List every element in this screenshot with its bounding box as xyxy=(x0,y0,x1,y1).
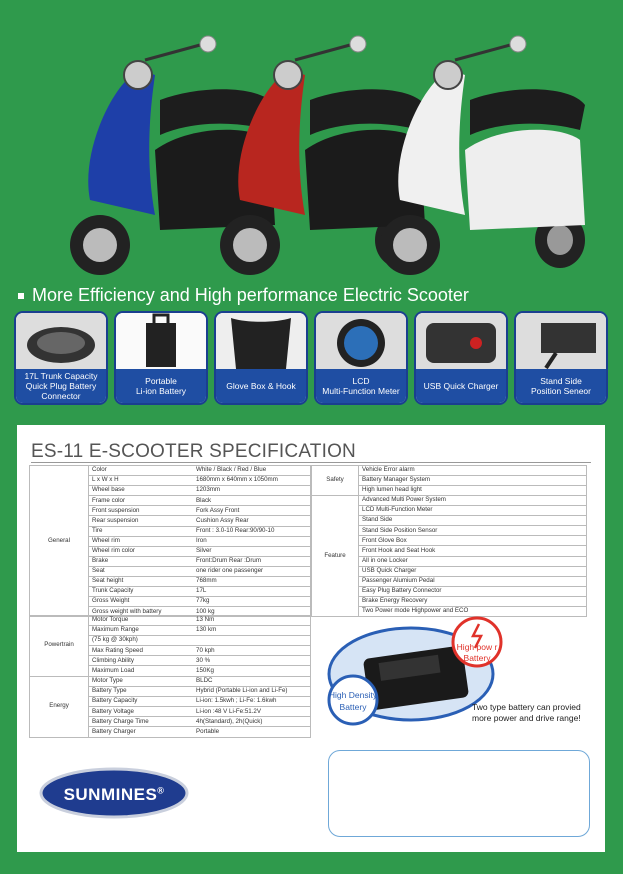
spec-key: Wheel rim xyxy=(89,536,194,546)
spec-row xyxy=(30,616,311,626)
spec-value: one rider one passenger xyxy=(193,566,311,576)
spec-key: Max Rating Speed xyxy=(89,646,194,656)
spec-value: USB Quick Charger xyxy=(359,566,587,576)
spec-value: 77kg xyxy=(193,597,311,607)
lcd-meter-image xyxy=(316,313,406,369)
spec-group-label: Safety xyxy=(312,466,359,496)
feature-caption: Portable Li-ion Battery xyxy=(116,369,206,403)
spec-value: 150Kg xyxy=(193,666,311,676)
spec-key: Trunk Capacity xyxy=(89,587,194,597)
spec-value: 17L xyxy=(193,587,311,597)
spec-group-label: Powertrain xyxy=(30,616,89,677)
spec-key: Frame color xyxy=(89,496,194,506)
spec-table-powertrain xyxy=(29,615,311,677)
spec-key: Color xyxy=(89,466,194,476)
spec-value: 30 % xyxy=(193,656,311,666)
spec-value: All in one Locker xyxy=(359,556,587,566)
spec-key: Battery Charge Time xyxy=(89,717,194,727)
spec-key: Battery Type xyxy=(89,687,194,697)
spec-value: High lumen head light xyxy=(359,486,587,496)
headline xyxy=(18,285,469,306)
promo-battery-a: Battery xyxy=(463,653,491,663)
spec-value: LCD Multi-Function Meter xyxy=(359,506,587,516)
divider xyxy=(31,462,591,463)
spec-key: Brake xyxy=(89,556,194,566)
spec-value: Front Glove Box xyxy=(359,536,587,546)
spec-key: Front suspension xyxy=(89,506,194,516)
spec-title: ES-11 E-SCOOTER SPECIFICATION xyxy=(31,441,356,462)
spec-value: Fork Assy Front xyxy=(193,506,311,516)
spec-key: L x W x H xyxy=(89,476,194,486)
scooter-white xyxy=(380,36,585,275)
brand-name: SUNMINES® xyxy=(63,785,165,804)
spec-key: Battery Charger xyxy=(89,727,194,737)
spec-key: Seat xyxy=(89,566,194,576)
spec-key: Motor Torque xyxy=(89,616,194,626)
spec-row xyxy=(30,466,311,476)
spec-key: (75 kg @ 30kph) xyxy=(89,636,194,646)
glove-box-image xyxy=(216,313,306,369)
spec-value: Iron xyxy=(193,536,311,546)
spec-value: Black xyxy=(193,496,311,506)
spec-value: Front:Drum Rear :Drum xyxy=(193,556,311,566)
spec-value: 13 Nm xyxy=(193,616,311,626)
spec-value: Silver xyxy=(193,546,311,556)
spec-row xyxy=(30,677,311,687)
spec-value: Stand Side xyxy=(359,516,587,526)
spec-key: Gross Weight xyxy=(89,597,194,607)
spec-value: 4h(Standard), 2h(Quick) xyxy=(193,717,311,727)
promo-caption: Two type battery can provied more power and drive range! xyxy=(472,702,581,723)
spec-value: Easy Plug Battery Connector xyxy=(359,586,587,596)
bullet-icon xyxy=(18,293,24,299)
spec-sheet xyxy=(17,425,605,852)
spec-key: Wheel base xyxy=(89,486,194,496)
blank-box xyxy=(328,750,590,837)
feature-tile-usb xyxy=(416,313,506,403)
spec-value: Passenger Alumium Pedal xyxy=(359,576,587,586)
feature-caption: Stand Side Position Seneor xyxy=(516,369,606,403)
spec-value: Portable xyxy=(193,727,311,737)
spec-key: Maximum Load xyxy=(89,666,194,676)
spec-value: White / Black / Red / Blue xyxy=(193,466,311,476)
spec-table-feature xyxy=(311,495,587,617)
feature-tile-lcd xyxy=(316,313,406,403)
feature-caption: Glove Box & Hook xyxy=(216,369,306,403)
spec-value: Brake Energy Recovery xyxy=(359,596,587,606)
feature-tile-glovebox xyxy=(216,313,306,403)
spec-table-general xyxy=(29,465,311,617)
spec-row xyxy=(312,496,587,506)
spec-value: 130 km xyxy=(193,626,311,636)
spec-value: Vehicle Error alarm xyxy=(359,466,587,476)
spec-value: 1680mm x 640mm x 1050mm xyxy=(193,476,311,486)
feature-caption: USB Quick Charger xyxy=(416,369,506,403)
spec-key: Tire xyxy=(89,526,194,536)
spec-key: Climbing Ability xyxy=(89,656,194,666)
spec-value: 768mm xyxy=(193,577,311,587)
feature-caption: LCD Multi-Function Meter xyxy=(316,369,406,403)
spec-group-label: Energy xyxy=(30,677,89,738)
spec-key: Battery Capacity xyxy=(89,697,194,707)
spec-table-safety xyxy=(311,465,587,496)
spec-key: Gross weight with battery xyxy=(89,607,194,617)
spec-key: Seat height xyxy=(89,577,194,587)
hero-scooters-image xyxy=(0,0,623,285)
spec-value: 1203mm xyxy=(193,486,311,496)
spec-value: Front : 3.0-10 Rear:90/90-10 xyxy=(193,526,311,536)
spec-value: Li-ion: 1.5kwh ; Li-Fe: 1.6kwh xyxy=(193,697,311,707)
spec-value: Cushion Assy Rear xyxy=(193,516,311,526)
spec-value: Hybrid (Portable Li-ion and Li-Fe) xyxy=(193,687,311,697)
trunk-image xyxy=(16,313,106,369)
spec-key: Rear suspension xyxy=(89,516,194,526)
spec-value: Li-ion :48 V Li-Fe:51.2V xyxy=(193,707,311,717)
spec-key: Battery Voltage xyxy=(89,707,194,717)
spec-group-label: General xyxy=(30,466,89,617)
spec-row xyxy=(312,466,587,476)
promo-high-power: High pow r xyxy=(456,642,498,652)
spec-value: 100 kg xyxy=(193,607,311,617)
spec-value: Front Hook and Seat Hook xyxy=(359,546,587,556)
spec-group-label: Feature xyxy=(312,496,359,617)
spec-value: BLDC xyxy=(193,677,311,687)
spec-value: Stand Side Position Sensor xyxy=(359,526,587,536)
battery-image xyxy=(116,313,206,369)
spec-value: Battery Manager System xyxy=(359,476,587,486)
spec-value xyxy=(193,636,311,646)
stand-sensor-image xyxy=(516,313,606,369)
usb-charger-image xyxy=(416,313,506,369)
spec-value: 70 kph xyxy=(193,646,311,656)
spec-key: Motor Type xyxy=(89,677,194,687)
spec-value: Advanced Multi Power System xyxy=(359,496,587,506)
headline-text: More Efficiency and High performance Electric Scooter xyxy=(32,285,469,305)
feature-tile-trunk xyxy=(16,313,106,403)
feature-caption: 17L Trunk Capacity Quick Plug Battery Connector xyxy=(16,369,106,403)
spec-table-energy xyxy=(29,676,311,738)
feature-tile-battery xyxy=(116,313,206,403)
promo-battery-b: Battery xyxy=(339,702,367,712)
spec-key: Maximum Range xyxy=(89,626,194,636)
feature-tile-stand xyxy=(516,313,606,403)
spec-value: Two Power mode Highpower and ECO xyxy=(359,607,587,617)
promo-high-density: High Density xyxy=(328,690,378,700)
feature-tiles xyxy=(16,313,606,405)
spec-key: Wheel rim color xyxy=(89,546,194,556)
